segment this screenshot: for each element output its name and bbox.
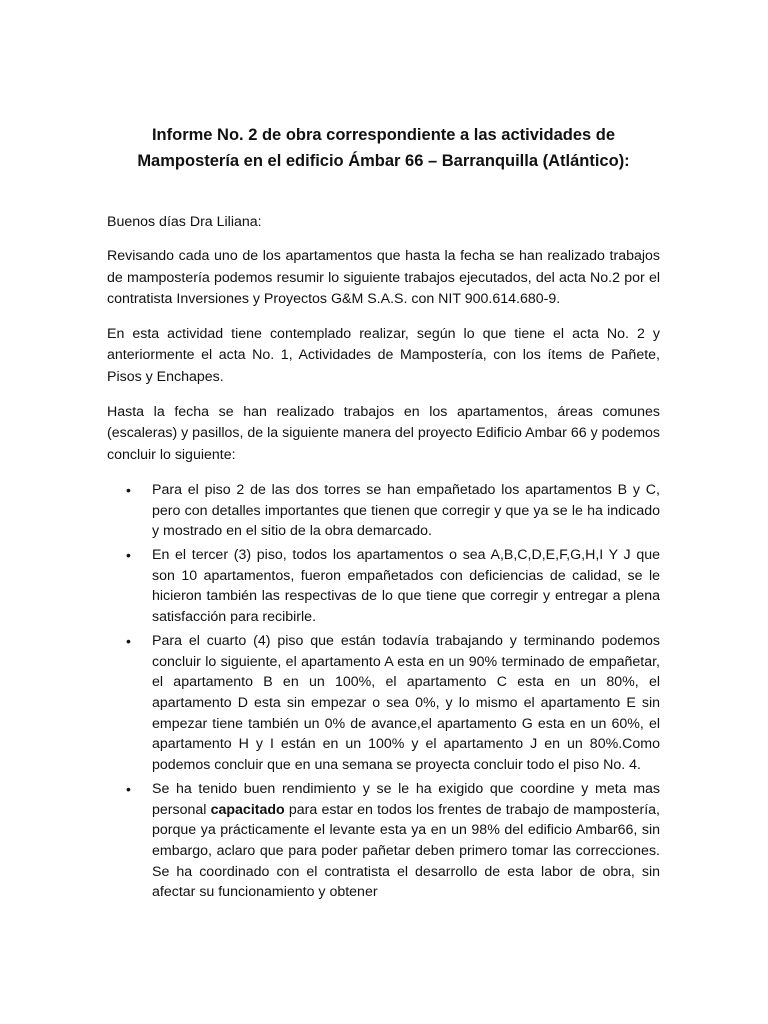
- bullet-icon: •: [126, 481, 131, 498]
- title-line-2: Mampostería en el edificio Ámbar 66 – Barranquilla (Atlántico):: [137, 152, 630, 170]
- list-item: [107, 779, 660, 903]
- paragraph-2: En esta actividad tiene contemplado realizar, según lo que tiene el acta No. 2 y anteriormente el acta No. 1, Actividades de Mampostería, con los ítems de Pañete, Pisos y Enchapes.: [107, 326, 660, 385]
- paragraph-1: Revisando cada uno de los apartamentos que hasta la fecha se han realizado trabajos de mampostería podemos resumir lo siguiente trabajos ejecutados, del acta No.2 por el contratista Inversiones y Proyectos G&M S.A.S. con NIT 900.614.680-9.: [107, 248, 660, 307]
- list-item-text: Para el cuarto (4) piso que están todavía trabajando y terminando podemos concluir lo siguiente, el apartamento A esta en un 90% terminado de empañetar, el apartamento B en un 100%, el apartamento C esta en un 80%, el apartamento D esta sin empezar o sea 0%, y lo mismo el apartamento E sin empezar tiene también un 0% de avance,el apartamento G esta en un 60%, el apartamento H y I están en un 100% y el apartamento J en un 80%.Como podemos concluir que en una semana se proyecta concluir todo el piso No. 4.: [152, 632, 660, 774]
- document-title: [107, 122, 660, 174]
- list-item-text-end: para estar en todos los frentes de trabajo de mampostería, porque ya prácticamente el levante esta ya en un 98% del edificio Ambar66, sin embargo, aclaro que para poder pañetar deben primero tomar las correcciones. Se ha coordinado con el contratista el desarrollo de esta labor de obra, sin afectar su funcionamiento y obtener: [152, 801, 660, 901]
- list-item: [107, 545, 660, 628]
- list-item-text: Para el piso 2 de las dos torres se han empañetado los apartamentos B y C, pero con detalles importantes que tienen que corregir y que ya se le ha indicado y mostrado en el sitio de la obra demarcado.: [152, 481, 660, 540]
- title-line-1: Informe No. 2 de obra correspondiente a las actividades de: [151, 126, 616, 144]
- greeting: Buenos días Dra Liliana:: [107, 214, 262, 230]
- bullet-icon: •: [126, 780, 131, 797]
- list-item: [107, 480, 660, 542]
- document-page: [107, 122, 660, 906]
- list-item-text-start: Se ha tenido buen rendimiento y se le ha exigido que coordine y meta mas personal: [152, 780, 660, 818]
- findings-list: [107, 480, 660, 903]
- list-item: [107, 631, 660, 776]
- bullet-icon: •: [126, 547, 131, 564]
- paragraph-3: Hasta la fecha se han realizado trabajos en los apartamentos, áreas comunes (escaleras) y pasillos, de la siguiente manera del proyecto Edificio Ambar 66 y podemos concluir lo siguiente:: [107, 404, 660, 463]
- bullet-icon: •: [126, 632, 131, 649]
- emphasis-text: capacitado: [210, 801, 285, 818]
- list-item-text: En el tercer (3) piso, todos los apartamentos o sea A,B,C,D,E,F,G,H,I Y J que son 10 apartamentos, fueron empañetados con deficiencias de calidad, se le hicieron también las respectivas de lo que tiene que corregir y entregar a plena satisfacción para recibirle.: [152, 547, 660, 626]
